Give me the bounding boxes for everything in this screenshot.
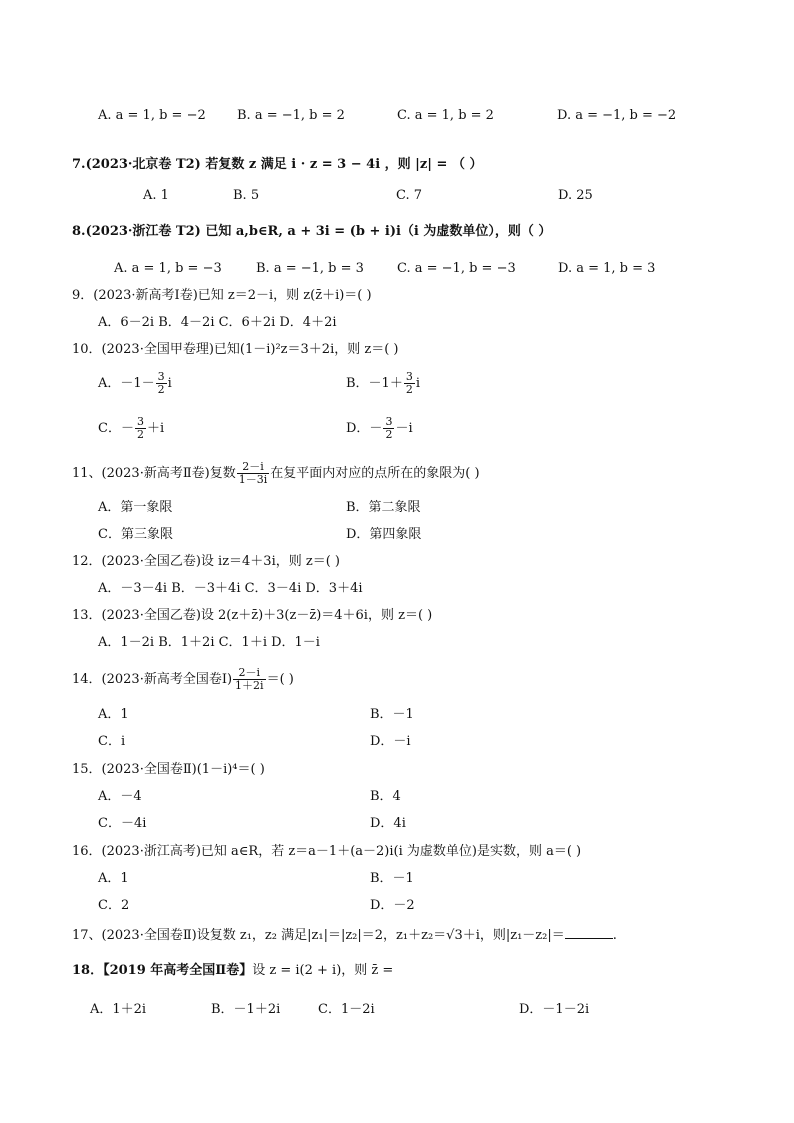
q16-option-c: C．2 [98, 898, 130, 913]
q11-option-d: D．第四象限 [346, 527, 422, 542]
q13-options: A．1－2i B．1＋2i C．1＋i D．1－i [98, 635, 320, 650]
q6-option-b: B. a = −1, b = 2 [237, 108, 345, 123]
q18-option-d: D．－1－2i [519, 1002, 590, 1017]
q7-option-a: A. 1 [143, 188, 169, 203]
q18-option-a: A．1＋2i [90, 1002, 147, 1017]
q10-option-b: B．－1＋ $\frac{3}{2}$ i [346, 370, 420, 396]
q7-option-d: D. 25 [558, 188, 593, 203]
q15-option-d: D．4i [370, 816, 406, 831]
q18-option-b: B．－1＋2i [211, 1002, 281, 1017]
q8-option-c: C. a = −1, b = −3 [397, 261, 516, 276]
q15-stem: 15．(2023·全国卷Ⅱ)(1－i)⁴＝( ) [72, 762, 265, 777]
q12-options: A．－3－4i B．－3＋4i C．3－4i D．3＋4i [98, 581, 363, 596]
q15-option-b: B．4 [370, 789, 401, 804]
q16-option-b: B．－1 [370, 871, 414, 886]
q10-option-a: A．－1－ $\frac{3}{2}$ i [98, 370, 172, 396]
q8-stem: 8.(2023·浙江卷 T2) 已知 a,b∈R, a + 3i = (b + i)i（i 为虚数单位），则（ ） [72, 224, 552, 239]
q17-stem: 17、(2023·全国卷Ⅱ)设复数 z₁，z₂ 满足|z₁|＝|z₂|＝2，z₁＋z₂＝√3＋i，则|z₁－z₂|＝ . [72, 928, 617, 943]
q6-option-d: D. a = −1, b = −2 [557, 108, 677, 123]
q10-option-c: C．－ $\frac{3}{2}$ ＋i [98, 415, 165, 441]
q11-option-a: A．第一象限 [98, 500, 173, 515]
q10-stem: 10．(2023·全国甲卷理)已知(1－i)²z＝3＋2i，则 z＝( ) [72, 342, 399, 357]
q11-option-b: B．第二象限 [346, 500, 421, 515]
answer-blank[interactable] [565, 926, 613, 939]
q10-option-d: D．－ $\frac{3}{2}$ －i [346, 415, 413, 441]
q8-option-a: A. a = 1, b = −3 [114, 261, 222, 276]
q14-option-d: D．－i [370, 734, 411, 749]
q7-stem: 7.(2023·北京卷 T2) 若复数 z 满足 i · z = 3 − 4i ，则 |z| = （ ） [72, 157, 483, 172]
q15-option-a: A．－4 [98, 789, 142, 804]
q15-option-c: C．－4i [98, 816, 147, 831]
q14-option-b: B．－1 [370, 707, 414, 722]
q9-options: A．6－2i B．4－2i C．6＋2i D．4＋2i [98, 315, 337, 330]
q6-option-c: C. a = 1, b = 2 [397, 108, 494, 123]
q6-option-a: A. a = 1, b = −2 [98, 108, 206, 123]
q7-option-b: B. 5 [233, 188, 260, 203]
q11-stem: 11、(2023·新高考Ⅱ卷)复数 $\frac{2-i}{1-3i}$ 在复平面内对应的点所在的象限为( ) [72, 460, 480, 486]
q11-option-c: C．第三象限 [98, 527, 173, 542]
q7-option-c: C. 7 [396, 188, 423, 203]
q16-stem: 16．(2023·浙江高考)已知 a∈R，若 z＝a－1＋(a－2)i(i 为虚数单位)是实数，则 a＝( ) [72, 844, 582, 859]
q14-stem: 14．(2023·新高考全国卷Ⅰ) $\frac{2-i}{1+2i}$ ＝( ) [72, 666, 294, 692]
q14-option-c: C．i [98, 734, 126, 749]
q9-stem: 9．(2023·新高考Ⅰ卷)已知 z＝2－i，则 z(z̄＋i)＝( ) [72, 288, 372, 303]
q16-option-d: D．－2 [370, 898, 415, 913]
q8-option-d: D. a = 1, b = 3 [558, 261, 656, 276]
q13-stem: 13．(2023·全国乙卷)设 2(z＋z̄)＋3(z－z̄)＝4＋6i，则 z＝( ) [72, 608, 433, 623]
q18-option-c: C．1－2i [318, 1002, 375, 1017]
q8-option-b: B. a = −1, b = 3 [256, 261, 364, 276]
q18-stem: 18．【2019 年高考全国Ⅱ卷】设 z = i(2 + i)，则 z̄ = [72, 963, 394, 978]
q12-stem: 12．(2023·全国乙卷)设 iz＝4＋3i，则 z＝( ) [72, 554, 340, 569]
q14-option-a: A．1 [98, 707, 129, 722]
q16-option-a: A．1 [98, 871, 129, 886]
